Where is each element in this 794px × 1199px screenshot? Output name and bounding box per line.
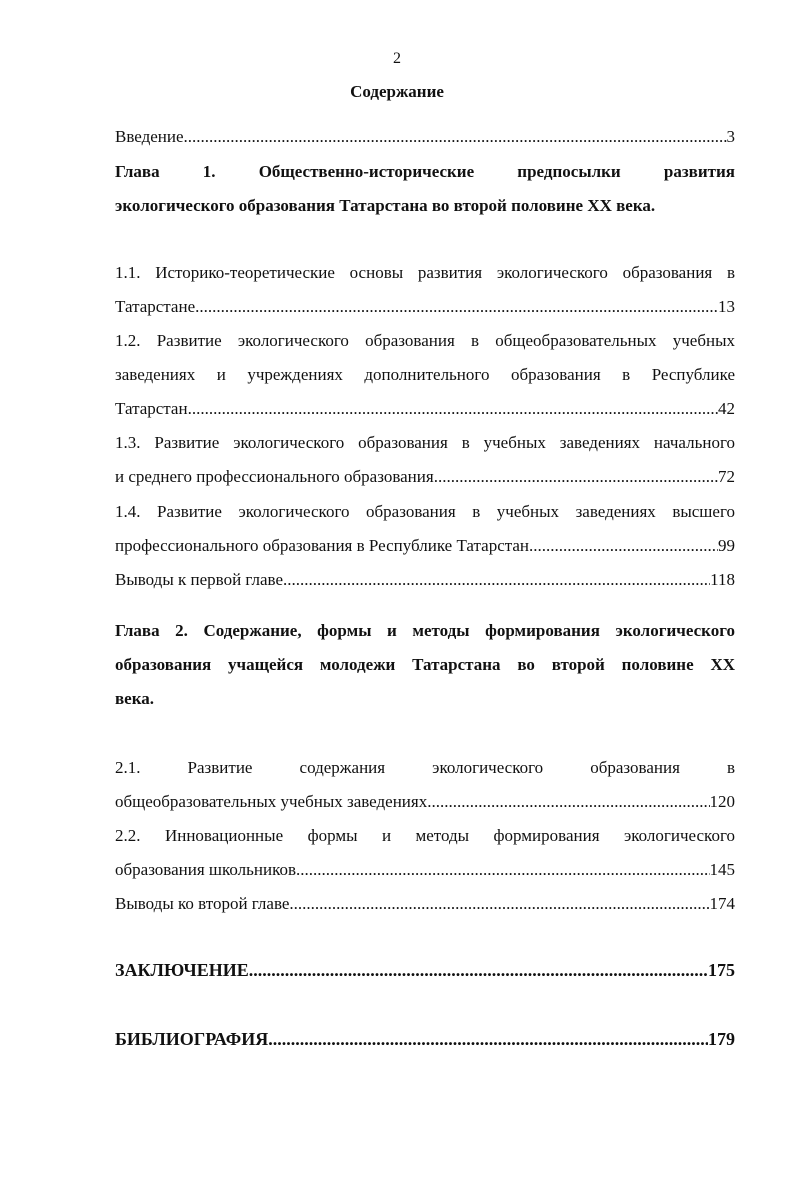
toc-entry-label: БИБЛИОГРАФИЯ [115, 1029, 269, 1049]
dot-leader [249, 960, 708, 981]
toc-entry-label: профессионального образования в Республике Татарстан [115, 536, 530, 555]
toc-entry-label: и среднего профессионального образования [115, 467, 434, 486]
toc-entry-bibliography[interactable] [115, 1029, 735, 1050]
toc-entry-2-1-line1[interactable]: 2.1. Развитие содержания экологического образования в [115, 758, 735, 777]
toc-entry-label: Выводы к первой главе [115, 570, 284, 589]
toc-entry-label: общеобразовательных учебных заведениях [115, 792, 428, 811]
toc-entry-label: Введение [115, 127, 184, 146]
dot-leader [529, 536, 718, 556]
toc-entry-1-3-line1[interactable]: 1.3. Развитие экологического образования в учебных заведениях начального [115, 433, 735, 452]
toc-entry-2-2[interactable] [115, 860, 735, 880]
dot-leader [296, 860, 709, 880]
page-title: Содержание [350, 82, 444, 101]
toc-entry-page: 3 [726, 127, 735, 146]
toc-entry-label: Выводы ко второй главе [115, 894, 290, 913]
toc-entry-label: образования школьников [115, 860, 297, 879]
dot-leader [195, 297, 718, 317]
dot-leader [283, 570, 710, 590]
toc-entry-conclusions-1[interactable] [115, 570, 735, 590]
toc-entry-page: 42 [718, 399, 735, 418]
chapter-1-heading-line2[interactable]: экологического образования Татарстана во второй половине XX века. [115, 196, 656, 215]
toc-entry-page: 145 [709, 860, 735, 879]
toc-entry-page: 175 [708, 960, 735, 980]
dot-leader [427, 792, 709, 812]
dot-leader [268, 1029, 708, 1050]
page-number: 2 [393, 50, 401, 67]
chapter-2-heading-line2[interactable]: образования учащейся молодежи Татарстана во второй половине XX [115, 655, 735, 674]
toc-entry-label: ЗАКЛЮЧЕНИЕ [115, 960, 249, 980]
chapter-1-heading-line1[interactable]: Глава 1. Общественно-исторические предпосылки развития [115, 162, 735, 181]
toc-entry-1-2[interactable] [115, 399, 735, 419]
toc-entry-page: 72 [718, 467, 735, 486]
dot-leader [188, 399, 718, 419]
dot-leader [184, 127, 727, 147]
toc-entry-1-1[interactable] [115, 297, 735, 317]
toc-entry-page: 179 [708, 1029, 735, 1049]
chapter-2-heading-line1[interactable]: Глава 2. Содержание, формы и методы формирования экологического [115, 621, 735, 640]
toc-entry-2-2-line1[interactable]: 2.2. Инновационные формы и методы формирования экологического [115, 826, 735, 845]
toc-entry-intro[interactable] [115, 127, 735, 147]
toc-entry-label: Татарстан [115, 399, 188, 418]
toc-entry-label: Татарстане [115, 297, 196, 316]
toc-entry-page: 120 [709, 792, 735, 811]
toc-entry-conclusion[interactable] [115, 960, 735, 981]
toc-entry-1-4-line1[interactable]: 1.4. Развитие экологического образования в учебных заведениях высшего [115, 502, 735, 521]
toc-entry-2-1[interactable] [115, 792, 735, 812]
toc-entry-1-2-line1[interactable]: 1.2. Развитие экологического образования в общеобразовательных учебных [115, 331, 735, 350]
toc-entry-page: 118 [710, 570, 735, 589]
toc-entry-page: 99 [718, 536, 735, 555]
toc-entry-1-2-line2[interactable]: заведениях и учреждениях дополнительного образования в Республике [115, 365, 735, 384]
dot-leader [434, 467, 718, 487]
toc-entry-page: 174 [709, 894, 735, 913]
chapter-2-heading-line3[interactable]: века. [115, 689, 155, 708]
toc-entry-1-4[interactable] [115, 536, 735, 556]
toc-entry-1-3[interactable] [115, 467, 735, 487]
toc-entry-page: 13 [718, 297, 735, 316]
toc-entry-1-1-line1[interactable]: 1.1. Историко-теоретические основы развития экологического образования в [115, 263, 735, 282]
toc-entry-conclusions-2[interactable] [115, 894, 735, 914]
dot-leader [289, 894, 709, 914]
